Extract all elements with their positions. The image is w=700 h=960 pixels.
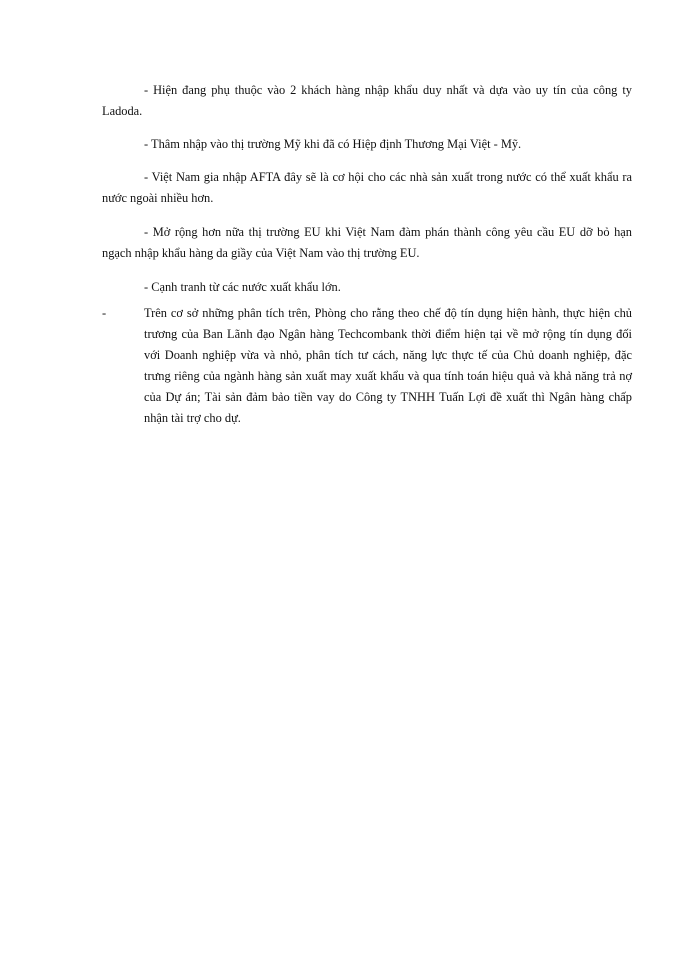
paragraph-eu-market: - Mở rộng hơn nữa thị trường EU khi Việt Nam đàm phán thành công yêu cầu EU dỡ bỏ hạn ngạch nhập khẩu hàng da giầy của Việt Nam vào thị trường EU. (102, 225, 632, 260)
paragraph-competition: - Cạnh tranh từ các nước xuất khẩu lớn. (144, 280, 341, 294)
paragraph-afta: - Việt Nam gia nhập AFTA đây sẽ là cơ hội cho các nhà sản xuất trong nước có thể xuất khẩu ra nước ngoài nhiều hơn. (102, 170, 632, 205)
conclusion-text: Trên cơ sở những phân tích trên, Phòng cho rằng theo chế độ tín dụng hiện hành, thực hiện chủ trương của Ban Lãnh đạo Ngân hàng Techcombank thời điểm hiện tại về mở rộng tín dụng đối với Doanh nghiệp vừa và nhỏ, phân tích tư cách, năng lực thực tế của Chủ doanh nghiệp, đặc trưng riêng của ngành hàng sản xuất may xuất khẩu và qua tính toán hiệu quả và khả năng trả nợ của Dự án; Tài sản đảm bảo tiền vay do Công ty TNHH Tuấn Lợi đề xuất thì Ngân hàng chấp nhận tài trợ cho dự. (144, 306, 632, 425)
paragraph-us-market: - Thâm nhập vào thị trường Mỹ khi đã có Hiệp định Thương Mại Việt - Mỹ. (144, 137, 522, 151)
conclusion-list-item (102, 303, 632, 429)
paragraph-dependence-customers: - Hiện đang phụ thuộc vào 2 khách hàng nhập khẩu duy nhất và dựa vào uy tín của công ty Ladoda. (102, 83, 632, 118)
bullet-marker: - (102, 306, 107, 320)
